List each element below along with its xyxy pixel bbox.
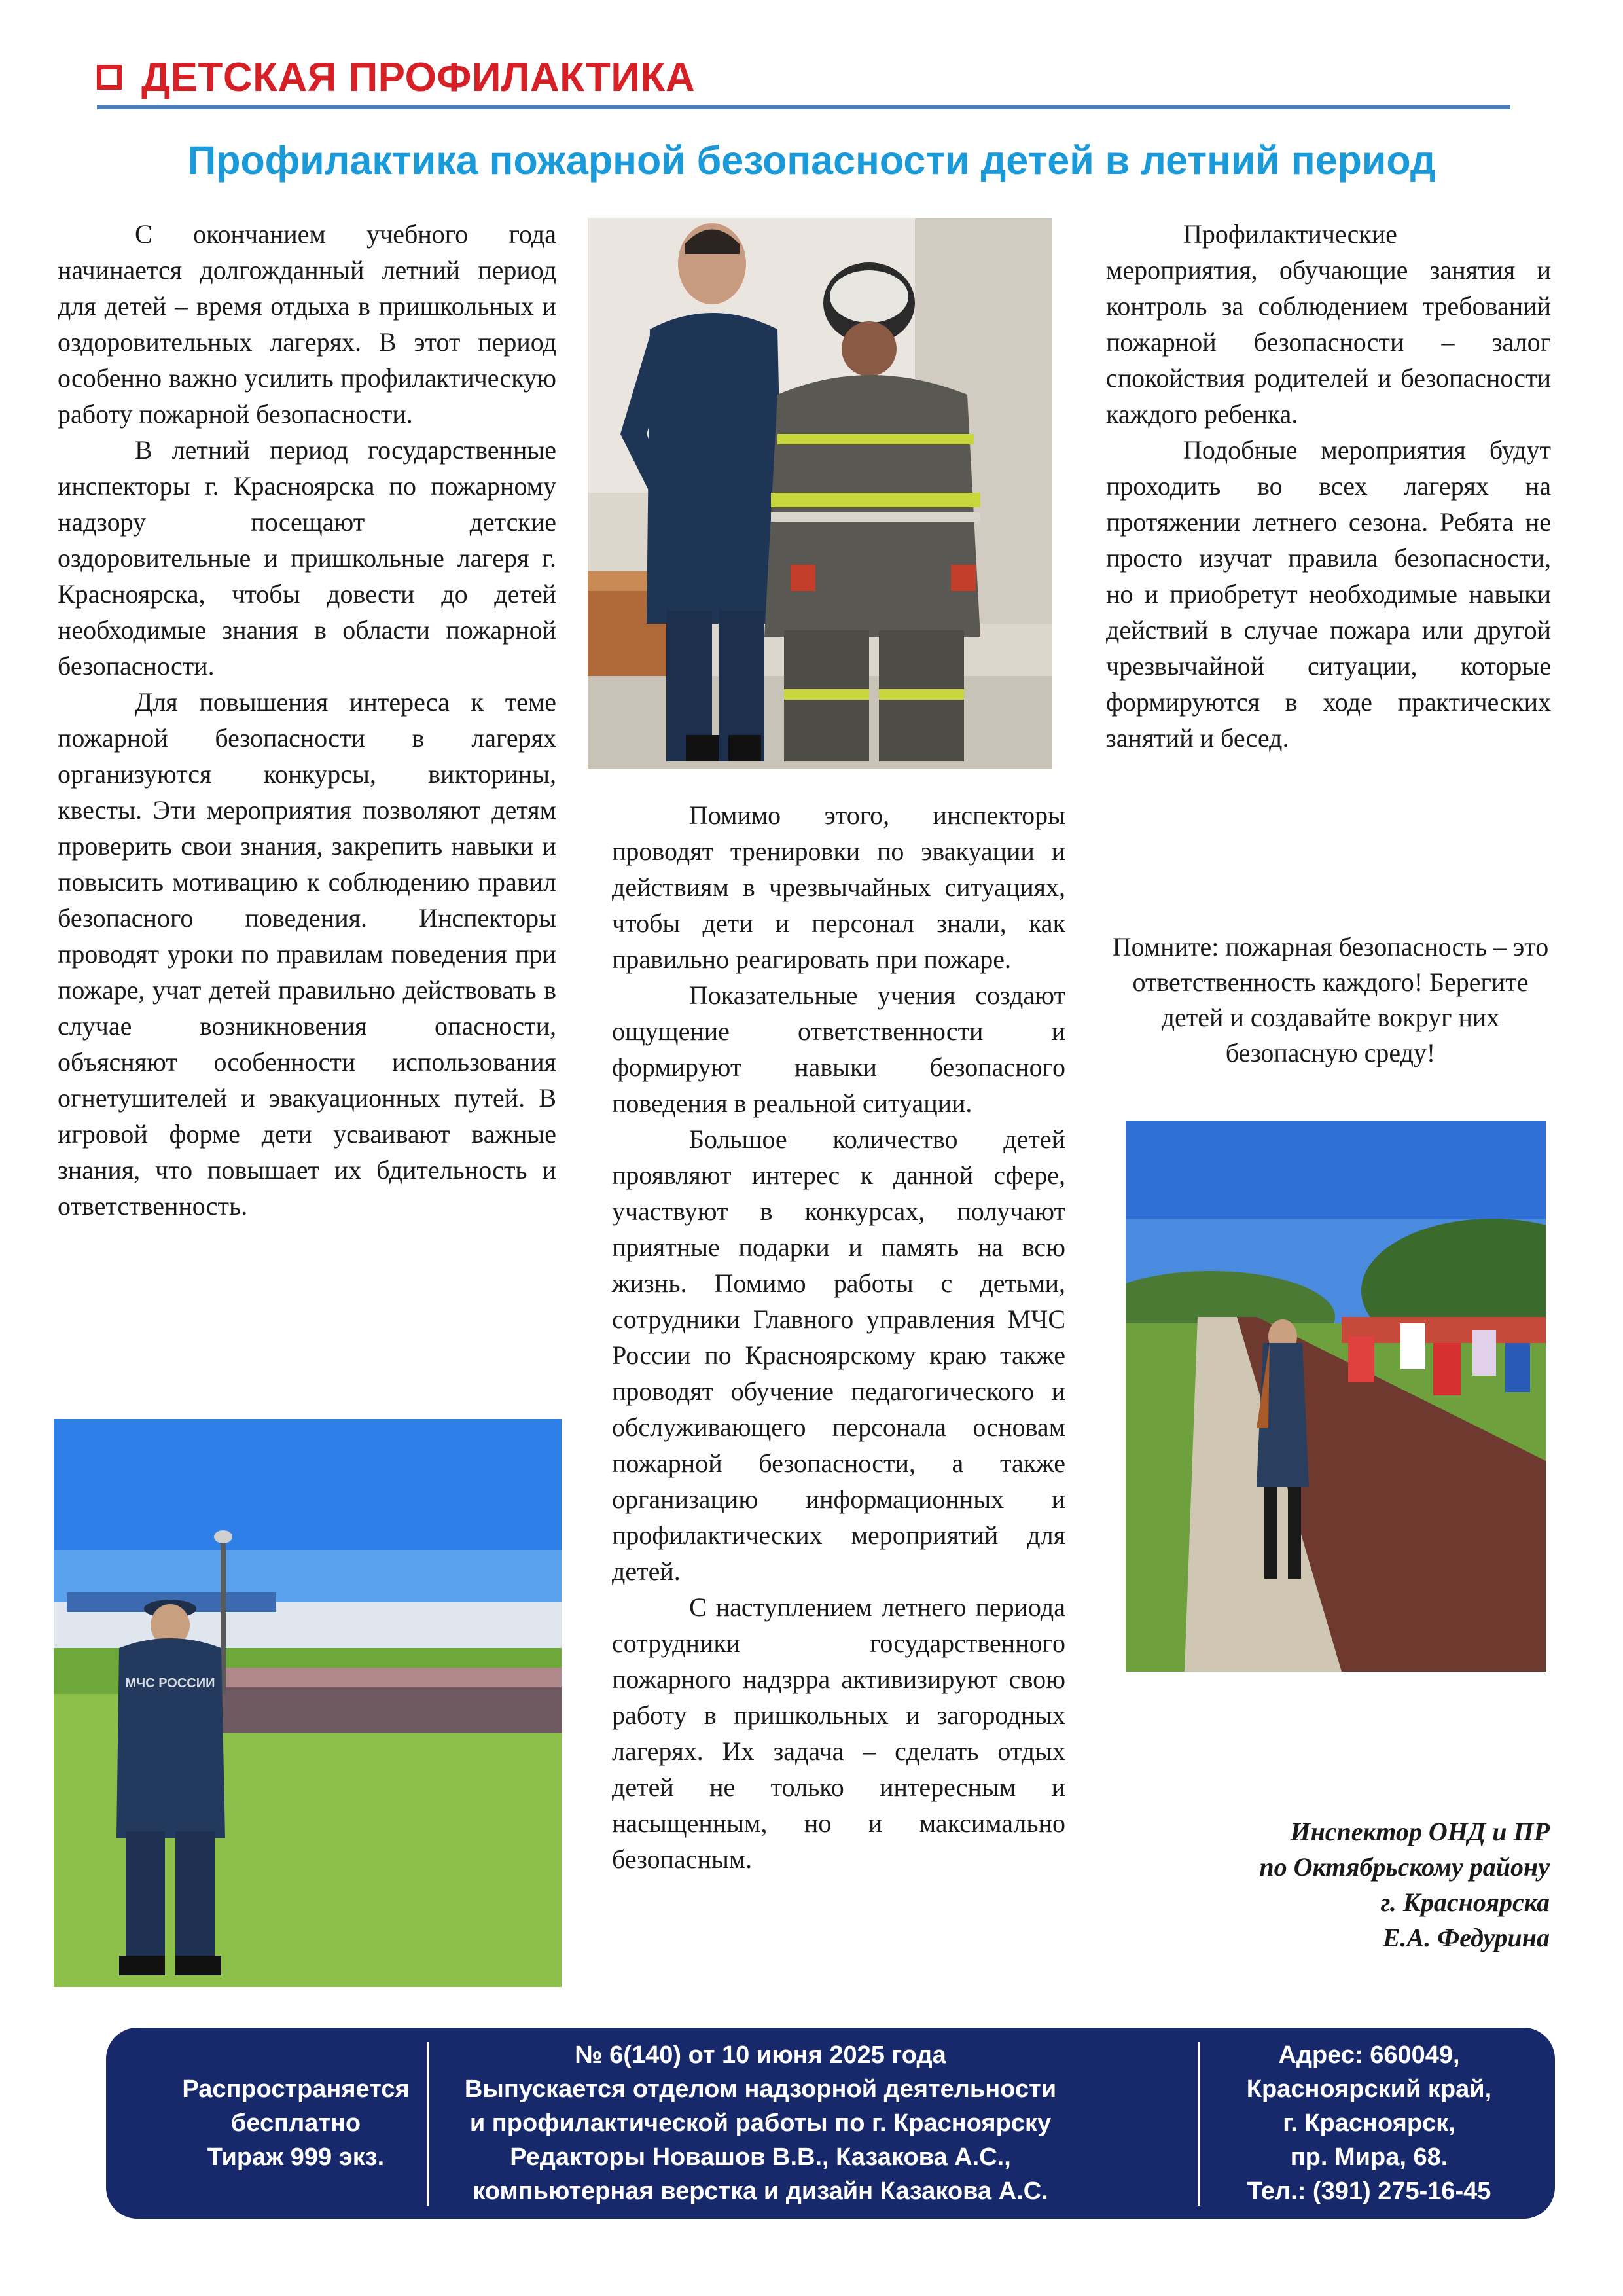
paragraph: Показательные учения создают ощущение ответственности и формируют навыки безопасного поведения в реальной ситуации. bbox=[612, 980, 1065, 1118]
section-title: ДЕТСКАЯ ПРОФИЛАКТИКА bbox=[141, 54, 696, 100]
signature-line: Инспектор ОНД и ПР bbox=[1290, 1817, 1550, 1846]
signature-line: по Октябрьскому району bbox=[1259, 1852, 1550, 1882]
paragraph: Профилактические мероприятия, обучающие занятия и контроль за соблюдением требований пожарной безопасности – залог спокойствия родителей и безопасности каждого ребенка. bbox=[1106, 219, 1551, 429]
paragraph: В летний период государственные инспекторы г. Красноярска по пожарному надзору посещают детские оздоровительные и пришкольные лагеря г. Красноярска, чтобы довести до детей необходимые знания в области пожарной безопасности. bbox=[58, 435, 556, 681]
paragraph: Для повышения интереса к теме пожарной безопасности в лагерях организуются конкурсы, викторины, квесты. Эти мероприятия позволяют детям проверить свои знания, закрепить навыки и повысить мотивацию к соблюдению правил безопасного поведения. Инспекторы проводят уроки по правилам поведения при пожаре, учат детей правильно действовать в случае возникновения опасности, объясняют особенности использования огнетушителей и эвакуационных путей. В игровой форме дети усваивают важные знания, что повышает их бдительность и ответственность. bbox=[58, 687, 556, 1221]
footer-line: и профилактической работы по г. Красноярску bbox=[469, 2109, 1052, 2137]
footer-line: пр. Мира, 68. bbox=[1290, 2144, 1448, 2171]
footer-line: Тираж 999 экз. bbox=[207, 2144, 385, 2171]
photo-inspector-and-child bbox=[588, 218, 1052, 769]
footer-distribution bbox=[132, 2028, 459, 2219]
footer-banner bbox=[106, 2028, 1555, 2219]
text-column-1 bbox=[58, 216, 556, 1224]
footer-line: г. Красноярск, bbox=[1283, 2109, 1455, 2137]
footer-line: Выпускается отделом надзорной деятельности bbox=[464, 2075, 1057, 2103]
text-column-2 bbox=[612, 797, 1065, 1877]
uniform-label: МЧС РОССИИ bbox=[125, 1676, 215, 1691]
footer-divider bbox=[427, 2042, 429, 2206]
footer-divider bbox=[1198, 2042, 1200, 2206]
header-rule bbox=[97, 105, 1510, 109]
paragraph: Помимо этого, инспекторы проводят тренировки по эвакуации и действиям в чрезвычайных ситуациях, чтобы дети и персонал знали, как правильно реагировать при пожаре. bbox=[612, 800, 1065, 974]
checkbox-square-icon bbox=[97, 65, 122, 90]
reminder-note: Помните: пожарная безопасность – это ответственность каждого! Берегите детей и создавайте вокруг них безопасную среду! bbox=[1112, 932, 1549, 1067]
photo-running-track bbox=[1126, 1121, 1546, 1672]
footer-issue-info bbox=[433, 2028, 1088, 2219]
footer-line: № 6(140) от 10 июня 2025 года bbox=[575, 2041, 946, 2069]
footer-line: Редакторы Новашов В.В., Казакова А.С., bbox=[510, 2144, 1011, 2171]
paragraph: С наступлением летнего периода сотрудники государственного пожарного надзрра активизируют свою работу в пришкольных и загородных лагерях. Их задача – сделать отдых детей не только интересным и насыщенным, но и максимально безопасным. bbox=[612, 1592, 1065, 1874]
paragraph: С окончанием учебного года начинается долгожданный летний период для детей – время отдыха в пришкольных и оздоровительных лагерях. В этот период особенно важно усилить профилактическую работу пожарной безопасности. bbox=[58, 219, 556, 429]
section-header bbox=[97, 51, 695, 103]
footer-line: бесплатно bbox=[230, 2109, 361, 2137]
footer-line: Адрес: 660049, bbox=[1278, 2041, 1460, 2069]
signature-line: г. Красноярска bbox=[1380, 1888, 1550, 1917]
paragraph: Подобные мероприятия будут проходить во всех лагерях на протяжении летнего сезона. Ребята не просто изучат правила безопасности, но и приобретут необходимые навыки действий в случае пожара или другой чрезвычайной ситуации, которые формируются в ходе практических занятий и бесед. bbox=[1106, 435, 1551, 753]
footer-line: компьютерная верстка и дизайн Казакова А.С. bbox=[473, 2178, 1048, 2205]
article-title: Профилактика пожарной безопасности детей в летний период bbox=[187, 138, 1436, 183]
paragraph: Большое количество детей проявляют интерес к данной сфере, участвуют в конкурсах, получают приятные подарки и память на всю жизнь. Помимо работы с детьми, сотрудники Главного управления МЧС России по Красноярскому краю также проводят обучение педагогического и обслуживающего персонала основам пожарной безопасности, а также организацию информационных и профилактических мероприятий для детей. bbox=[612, 1124, 1065, 1586]
footer-line: Красноярский край, bbox=[1246, 2075, 1492, 2103]
footer-line: Тел.: (391) 275-16-45 bbox=[1247, 2178, 1491, 2205]
text-column-3 bbox=[1106, 216, 1551, 756]
photo-mchs-officer-field bbox=[54, 1419, 562, 1987]
signature-line: Е.А. Федурина bbox=[1382, 1923, 1550, 1952]
footer-line: Распространяется bbox=[182, 2075, 410, 2103]
signature-block bbox=[1092, 1814, 1550, 1956]
footer-address bbox=[1205, 2028, 1533, 2219]
